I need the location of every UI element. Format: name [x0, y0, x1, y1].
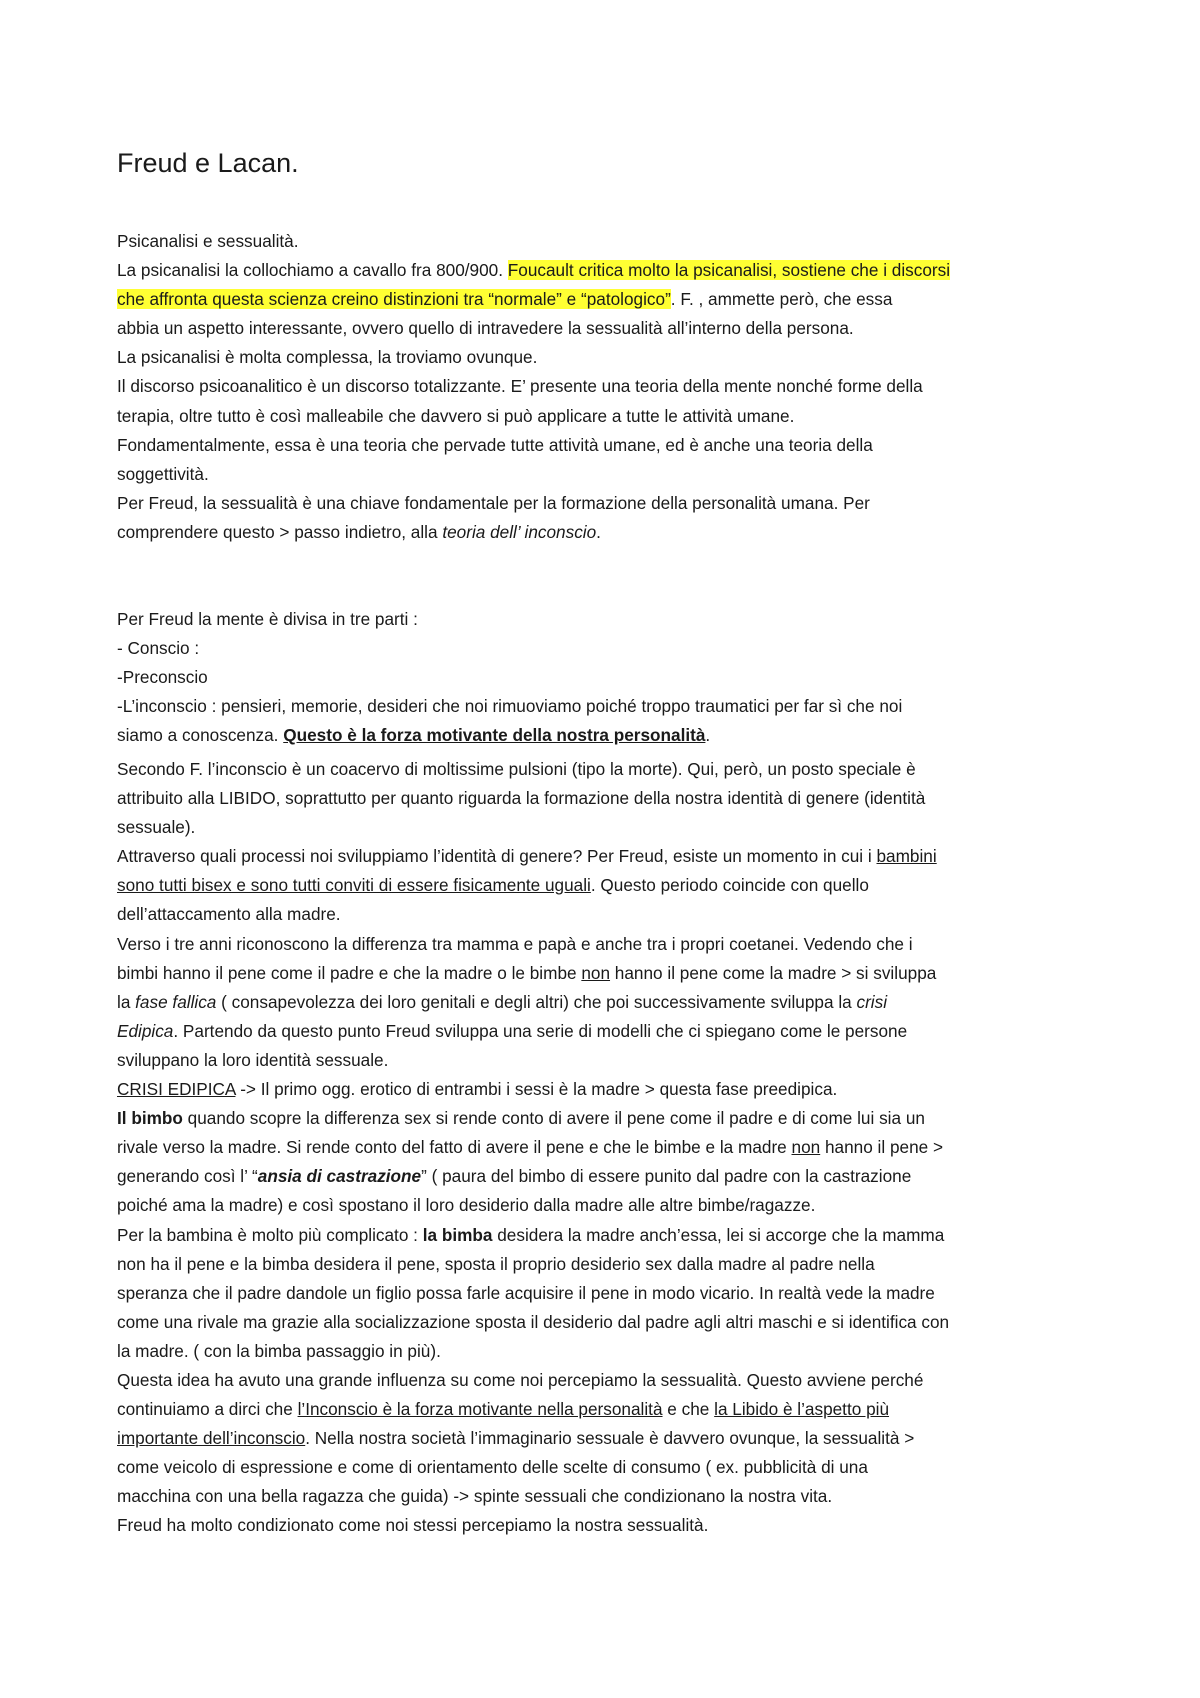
text-line	[117, 605, 1107, 634]
text-run: Foucault critica molto la psicanalisi, sostiene che i discorsi	[507, 260, 951, 281]
text-line	[117, 314, 1107, 343]
text-line	[117, 460, 1107, 489]
text-line	[117, 842, 1107, 871]
text-run: la	[117, 991, 136, 1012]
text-line	[117, 721, 1107, 750]
text-run: comprendere questo > passo indietro, alla	[117, 521, 443, 542]
text-run: desidera la madre anch’essa, lei si accorge che la mamma	[492, 1224, 945, 1245]
text-run: Questa idea ha avuto una grande influenza su come noi percepiamo la sessualità. Questo avviene perché	[117, 1369, 924, 1390]
text-run: speranza che il padre dandole un figlio possa farle acquisire il pene in modo vicario. In realtà vede la madre	[117, 1282, 935, 1303]
text-line	[117, 343, 1107, 372]
text-run: .	[705, 725, 711, 746]
text-run: Questo è la forza motivante della nostra personalità	[283, 725, 706, 746]
text-line	[117, 227, 1107, 256]
text-run: la bimba	[422, 1224, 493, 1245]
text-run: Edipica	[117, 1020, 174, 1041]
text-line	[117, 1453, 1107, 1482]
text-run: - Conscio :	[117, 638, 200, 659]
text-run: -Preconscio	[117, 667, 208, 688]
text-run: generando così l’ “	[117, 1166, 258, 1187]
text-run: sono tutti bisex e sono tutti conviti di essere fisicamente uguali	[117, 875, 591, 896]
text-run: ansia di castrazione	[257, 1166, 422, 1187]
text-line	[117, 1191, 1107, 1220]
text-run: come veicolo di espressione e come di orientamento delle scelte di consumo ( ex. pubblicità di una	[117, 1457, 868, 1478]
section-mind-parts	[117, 605, 1107, 750]
text-line	[117, 1104, 1107, 1133]
text-line	[117, 871, 1107, 900]
text-line	[117, 900, 1107, 929]
text-line	[117, 1366, 1107, 1395]
text-run: non	[581, 962, 611, 983]
text-line	[117, 1075, 1107, 1104]
document-title: Freud e Lacan.	[117, 148, 299, 178]
text-run: sviluppano la loro identità sessuale.	[117, 1049, 389, 1070]
text-run: Per la bambina è molto più complicato :	[117, 1224, 423, 1245]
text-run: non	[791, 1137, 821, 1158]
text-run: Fondamentalmente, essa è una teoria che pervade tutte attività umane, ed è anche una teoria della	[117, 434, 873, 455]
text-run: sessuale).	[117, 817, 196, 838]
text-run: Attraverso quali processi noi sviluppiamo l’identità di genere? Per Freud, esiste un momento in cui i	[117, 846, 877, 867]
text-run: e che	[662, 1399, 715, 1420]
text-run: continuiamo a dirci che	[117, 1399, 298, 1420]
text-run: abbia un aspetto interessante, ovvero quello di intravedere la sessualità all’interno della persona.	[117, 318, 854, 339]
text-line	[117, 1250, 1107, 1279]
text-run: La psicanalisi la collochiamo a cavallo fra 800/900.	[117, 260, 508, 281]
text-line	[117, 1308, 1107, 1337]
text-run: teoria dell’ inconscio	[442, 521, 597, 542]
text-run: Freud ha molto condizionato come noi stessi percepiamo la nostra sessualità.	[117, 1515, 709, 1536]
text-line	[117, 784, 1107, 813]
text-run: importante dell’inconscio	[117, 1428, 306, 1449]
text-run: Secondo F. l’inconscio è un coacervo di moltissime pulsioni (tipo la morte). Qui, però, un posto speciale è	[117, 759, 916, 779]
text-run: . Questo periodo coincide con quello	[590, 875, 869, 896]
text-line	[117, 256, 1107, 285]
text-line	[117, 431, 1107, 460]
text-run: la Libido è l’aspetto più	[714, 1399, 890, 1420]
text-run: .	[596, 521, 601, 542]
text-line	[117, 518, 1107, 547]
text-run: hanno il pene come la madre > si sviluppa	[610, 962, 937, 983]
text-line	[117, 1133, 1107, 1162]
text-line	[117, 755, 1107, 784]
text-run: . F. , ammette però, che essa	[670, 289, 893, 310]
text-run: CRISI EDIPICA	[117, 1079, 236, 1100]
text-run: Il discorso psicoanalitico è un discorso totalizzante. E’ presente una teoria della mente nonché forme della	[117, 376, 923, 397]
text-run: quando scopre la differenza sex si rende conto di avere il pene come il padre e di come lui sia un	[182, 1108, 925, 1129]
text-run: come una rivale ma grazie alla socializzazione sposta il desiderio dal padre agli altri maschi e si identifica con	[117, 1311, 950, 1332]
text-run: la madre. ( con la bimba passaggio in più).	[117, 1340, 441, 1361]
section-libido-oedipus	[117, 755, 1107, 1541]
text-run: bambini	[876, 846, 937, 867]
text-line	[117, 1395, 1107, 1424]
text-run: terapia, oltre tutto è così malleabile che davvero si può applicare a tutte le attività umane.	[117, 405, 795, 426]
text-line	[117, 634, 1107, 663]
text-run: crisi	[856, 991, 888, 1012]
text-run: La psicanalisi è molta complessa, la troviamo ovunque.	[117, 347, 538, 368]
text-run: Per Freud la mente è divisa in tre parti :	[117, 609, 418, 629]
text-run: poiché ama la madre) e così spostano il loro desiderio dalla madre alle altre bimbe/ragazze.	[117, 1195, 816, 1216]
text-line	[117, 1482, 1107, 1511]
text-run: fase fallica	[135, 991, 217, 1012]
text-line	[117, 402, 1107, 431]
text-run: che affronta questa scienza creino distinzioni tra “normale” e “patologico”	[117, 289, 671, 310]
text-run: Il bimbo	[117, 1108, 183, 1129]
text-run: ” ( paura del bimbo di essere punito dal padre con la castrazione	[421, 1166, 912, 1187]
text-run: macchina con una bella ragazza che guida) -> spinte sessuali che condizionano la nostra vita.	[117, 1486, 833, 1507]
text-run: dell’attaccamento alla madre.	[117, 904, 341, 925]
text-run: non ha il pene e la bimba desidera il pene, sposta il proprio desiderio sex dalla madre al padre nella	[117, 1253, 875, 1274]
text-run: Per Freud, la sessualità è una chiave fondamentale per la formazione della personalità umana. Per	[117, 492, 870, 513]
text-run: attribuito alla LIBIDO, soprattutto per quanto riguarda la formazione della nostra identità di genere (identità	[117, 788, 926, 809]
text-line	[117, 372, 1107, 401]
text-run: . Nella nostra società l’immaginario sessuale è davvero ovunque, la sessualità >	[305, 1428, 915, 1449]
section-intro	[117, 227, 1107, 547]
text-line	[117, 959, 1107, 988]
text-line	[117, 1511, 1107, 1540]
text-run: -> Il primo ogg. erotico di entrambi i sessi è la madre > questa fase preedipica.	[235, 1079, 838, 1100]
text-line	[117, 988, 1107, 1017]
text-run: hanno il pene >	[820, 1137, 944, 1158]
text-run: -L’inconscio : pensieri, memorie, desideri che noi rimuoviamo poiché troppo traumatici per far sì che noi	[117, 696, 903, 717]
text-line	[117, 285, 1107, 314]
text-line	[117, 1046, 1107, 1075]
text-line	[117, 1337, 1107, 1366]
text-line	[117, 1017, 1107, 1046]
text-run: soggettività.	[117, 463, 209, 484]
text-line	[117, 1221, 1107, 1250]
text-run: bimbi hanno il pene come il padre e che la madre o le bimbe	[117, 962, 582, 983]
text-run: Psicanalisi e sessualità.	[117, 231, 299, 251]
text-line	[117, 663, 1107, 692]
text-run: siamo a conoscenza.	[117, 725, 284, 746]
text-run: . Partendo da questo punto Freud sviluppa una serie di modelli che ci spiegano come le persone	[173, 1020, 908, 1041]
text-run: Verso i tre anni riconoscono la differenza tra mamma e papà e anche tra i propri coetanei. Vedendo che i	[117, 933, 913, 954]
text-line	[117, 930, 1107, 959]
text-line	[117, 1162, 1107, 1191]
text-run: ( consapevolezza dei loro genitali e degli altri) che poi successivamente sviluppa la	[216, 991, 857, 1012]
text-line	[117, 1279, 1107, 1308]
text-line	[117, 489, 1107, 518]
text-line	[117, 1424, 1107, 1453]
text-line	[117, 692, 1107, 721]
text-run: l’Inconscio è la forza motivante nella personalità	[297, 1399, 663, 1420]
text-line	[117, 813, 1107, 842]
text-run: rivale verso la madre. Si rende conto del fatto di avere il pene e che le bimbe e la madre	[117, 1137, 792, 1158]
